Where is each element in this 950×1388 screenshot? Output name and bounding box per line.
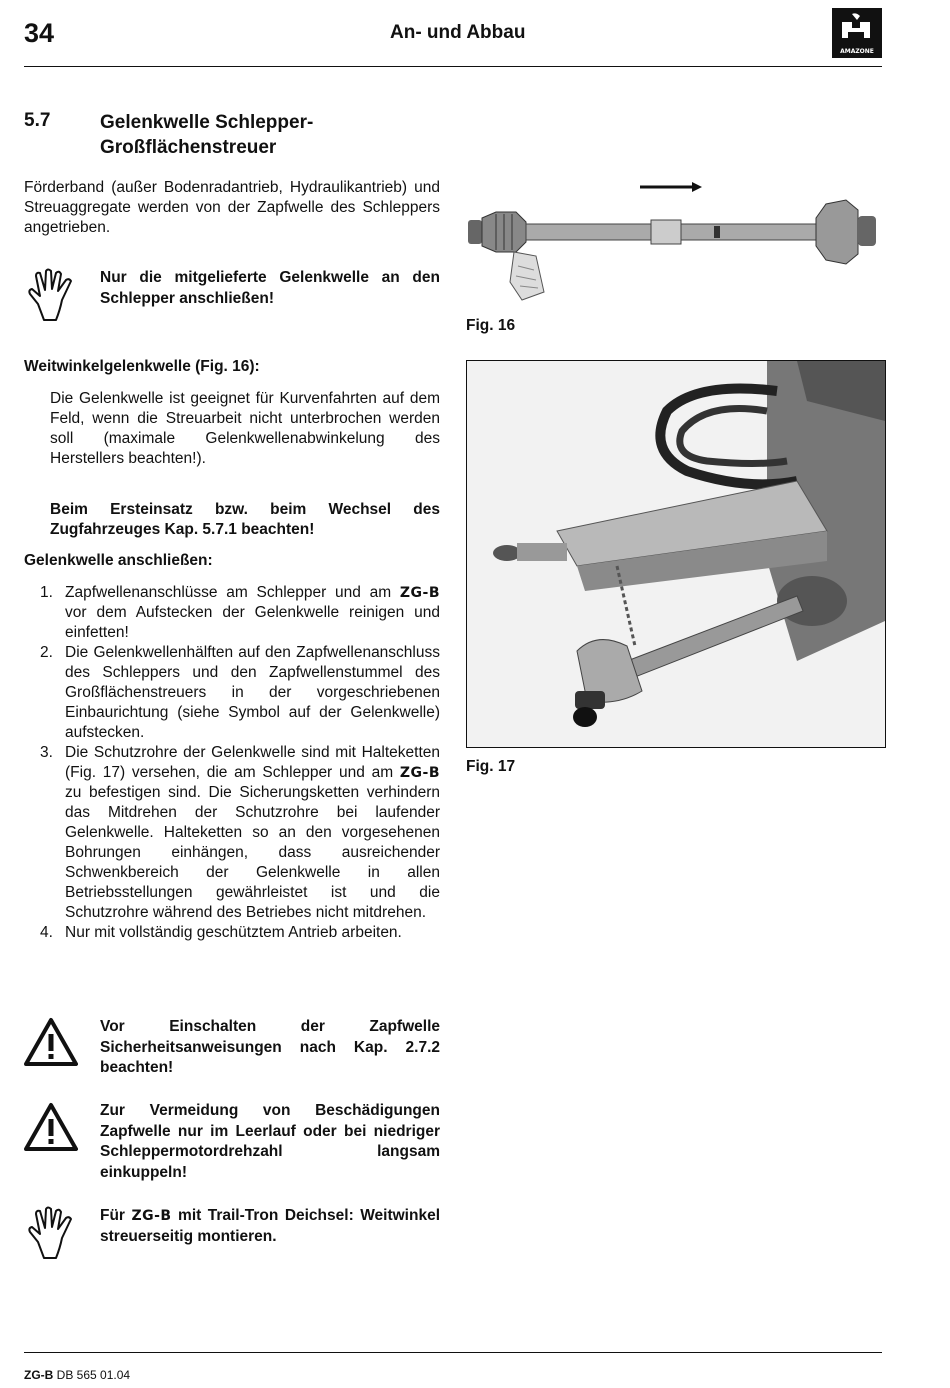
header-rule [24,66,882,67]
footer-model: ZG-B [24,1368,54,1382]
figure-17-photo [466,360,886,748]
connect-steps-list [40,583,440,943]
model-name: ZG-B [399,585,440,601]
warning-safety-instructions: Vor Einschalten der Zapfwelle Sicherheitsanweisungen nach Kap. 2.7.2 beachten! [100,1018,440,1076]
section-number: 5.7 [24,110,51,131]
warning-icon [24,1102,76,1158]
footer-doc: DB 565 01.04 [56,1368,131,1382]
model-name: ZG-B [399,765,440,781]
note-supplied-shaft: Nur die mitgelieferte Gelenkwelle an den Schlepper anschließen! [100,269,440,307]
page-number: 34 [24,18,55,48]
list-item: 2. Die Gelenkwellenhälften auf den Zapfwellenanschluss des Schleppers und den Zapfwellenstummel des Großflächenstreuers in der vorgeschriebenen Einbaurichtung (siehe Symbol auf der Gelenkwelle) aufstecken. [40,644,440,741]
model-name: ZG-B [131,1208,172,1224]
figure-16-drive-shaft [466,170,884,310]
list-item: 1. Zapfwellenanschlüsse am Schlepper und am ZG-B vor dem Aufstecken der Gelenkwelle reinigen und einfetten! [40,584,440,641]
section-title-line2: Großflächenstreuer [100,137,277,158]
section-title [100,110,313,160]
svg-text:AMAZONE: AMAZONE [840,48,874,55]
warning-icon [24,1017,76,1073]
note-trail-tron: Für ZG-B mit Trail-Tron Deichsel: Weitwinkel streuerseitig montieren. [100,1207,441,1245]
wide-angle-heading: Weitwinkelgelenkwelle (Fig. 16): [24,358,260,375]
section-title-line1: Gelenkwelle Schlepper- [100,112,314,133]
figure-17-label: Fig. 17 [466,758,516,775]
list-item: 4. Nur mit vollständig geschütztem Antrieb arbeiten. [40,924,402,941]
footer-rule [24,1352,882,1353]
wide-angle-bold-note: Beim Ersteinsatz bzw. beim Wechsel des Zugfahrzeuges Kap. 5.7.1 beachten! [50,501,440,538]
amazone-logo-icon [832,8,882,58]
footer-doc-id [24,1368,130,1382]
page-header-title: An- und Abbau [390,22,526,43]
amazone-logo [832,8,882,58]
wide-angle-text: Die Gelenkwelle ist geeignet für Kurvenfahrten auf dem Feld, wenn die Streuarbeit nicht unterbrochen werden soll (maximale Gelenkwellenabwinkelung des Herstellers beachten!). [50,390,440,467]
hand-icon [26,1206,78,1262]
intro-paragraph: Förderband (außer Bodenradantrieb, Hydraulikantrieb) und Streuaggregate werden von der Zapfwelle des Schleppers angetrieben. [24,179,440,236]
list-item: 3. Die Schutzrohre der Gelenkwelle sind mit Halteketten (Fig. 17) versehen, die am Schlepper und am ZG-B zu befestigen sind. Die Sicherungsketten verhindern das Mitdrehen der Schutzrohre bei laufender Gelenkwelle. Halteketten so an den vorgesehenen Bohrungen einhängen, dass ausreichender Schwenkbereich der Gelenkwelle in allen Betriebsstellungen gewährleistet ist und die Schutzrohre während des Betriebes nicht mitdrehen. [40,744,440,921]
connect-heading: Gelenkwelle anschließen: [24,552,213,569]
warning-engage-slowly: Zur Vermeidung von Beschädigungen Zapfwelle nur im Leerlauf oder bei niedriger Schleppermotordrehzahl langsam einkuppeln! [100,1102,440,1181]
hand-icon [26,268,78,324]
figure-16-label: Fig. 16 [466,317,516,334]
